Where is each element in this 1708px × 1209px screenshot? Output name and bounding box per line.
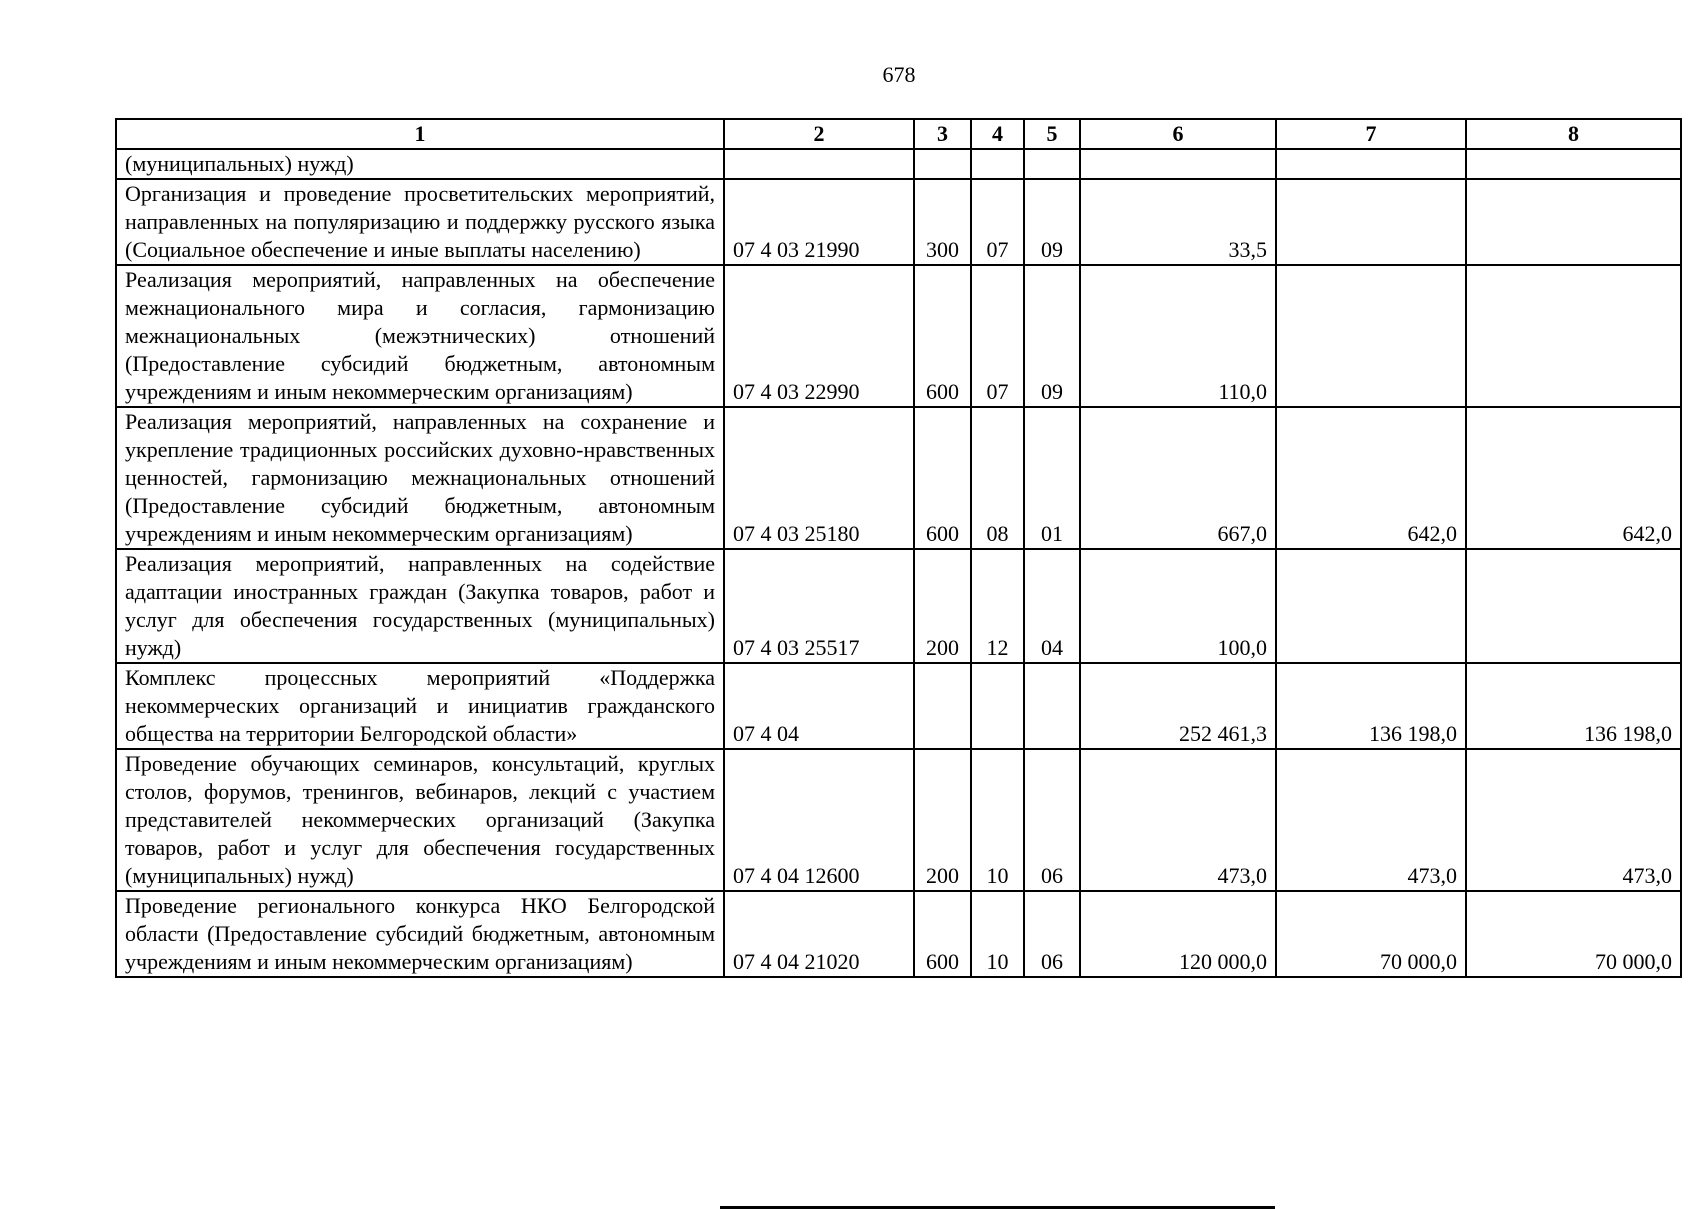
row-col8: 473,0 [1466, 749, 1681, 891]
row-col6 [1080, 149, 1276, 179]
row-col6: 33,5 [1080, 179, 1276, 265]
row-col4: 10 [971, 891, 1024, 977]
column-header-3: 3 [914, 119, 971, 149]
row-col3: 200 [914, 749, 971, 891]
column-header-2: 2 [724, 119, 914, 149]
row-col6: 100,0 [1080, 549, 1276, 663]
table-row [116, 663, 1681, 749]
row-col3: 200 [914, 549, 971, 663]
row-col5: 06 [1024, 891, 1080, 977]
row-col7 [1276, 549, 1466, 663]
column-header-5: 5 [1024, 119, 1080, 149]
row-col7 [1276, 179, 1466, 265]
table-header [116, 119, 1681, 149]
row-col3 [914, 149, 971, 179]
row-code [724, 149, 914, 179]
row-col7: 642,0 [1276, 407, 1466, 549]
row-description: Реализация мероприятий, направленных на обеспечение межнационального мира и согласия, гармонизацию межнациональных (межэтнических) отношений (Предоставление субсидий бюджетным, автономным учреждениям и иным некоммерческим организациям) [116, 265, 724, 407]
row-col6: 120 000,0 [1080, 891, 1276, 977]
row-description: Проведение обучающих семинаров, консультаций, круглых столов, форумов, тренингов, вебинаров, лекций с участием представителей некоммерческих организаций (Закупка товаров, работ и услуг для обеспечения государственных (муниципальных) нужд) [116, 749, 724, 891]
row-col4: 12 [971, 549, 1024, 663]
row-col6: 667,0 [1080, 407, 1276, 549]
row-col6: 252 461,3 [1080, 663, 1276, 749]
row-col7: 136 198,0 [1276, 663, 1466, 749]
row-col7: 473,0 [1276, 749, 1466, 891]
column-header-7: 7 [1276, 119, 1466, 149]
row-col5: 06 [1024, 749, 1080, 891]
table-row [116, 891, 1681, 977]
row-col8: 136 198,0 [1466, 663, 1681, 749]
row-col4: 07 [971, 265, 1024, 407]
column-header-4: 4 [971, 119, 1024, 149]
row-col8 [1466, 149, 1681, 179]
row-col5 [1024, 663, 1080, 749]
row-col5 [1024, 149, 1080, 179]
row-code: 07 4 03 22990 [724, 265, 914, 407]
column-header-6: 6 [1080, 119, 1276, 149]
table-row [116, 549, 1681, 663]
row-col8 [1466, 179, 1681, 265]
row-code: 07 4 04 [724, 663, 914, 749]
row-code: 07 4 03 21990 [724, 179, 914, 265]
row-col4: 08 [971, 407, 1024, 549]
row-col8: 642,0 [1466, 407, 1681, 549]
column-header-1: 1 [116, 119, 724, 149]
row-col4 [971, 149, 1024, 179]
row-col5: 04 [1024, 549, 1080, 663]
row-description: Проведение регионального конкурса НКО Белгородской области (Предоставление субсидий бюджетным, автономным учреждениям и иным некоммерческим организациям) [116, 891, 724, 977]
row-col6: 110,0 [1080, 265, 1276, 407]
row-description: Реализация мероприятий, направленных на сохранение и укрепление традиционных российских духовно-нравственных ценностей, гармонизацию межнациональных отношений (Предоставление субсидий бюджетным, автономным учреждениям и иным некоммерческим организациям) [116, 407, 724, 549]
budget-table [115, 118, 1682, 978]
table-row [116, 407, 1681, 549]
row-description: Комплекс процессных мероприятий «Поддержка некоммерческих организаций и инициатив гражданского общества на территории Белгородской области» [116, 663, 724, 749]
table-row [116, 179, 1681, 265]
row-col7 [1276, 265, 1466, 407]
row-col3: 300 [914, 179, 971, 265]
row-col7: 70 000,0 [1276, 891, 1466, 977]
table-row [116, 149, 1681, 179]
row-col5: 09 [1024, 179, 1080, 265]
header-row [116, 119, 1681, 149]
row-col4 [971, 663, 1024, 749]
table-row [116, 265, 1681, 407]
column-header-8: 8 [1466, 119, 1681, 149]
row-col8: 70 000,0 [1466, 891, 1681, 977]
row-col3: 600 [914, 891, 971, 977]
row-col7 [1276, 149, 1466, 179]
row-col3: 600 [914, 407, 971, 549]
row-col5: 09 [1024, 265, 1080, 407]
row-description: Реализация мероприятий, направленных на содействие адаптации иностранных граждан (Закупка товаров, работ и услуг для обеспечения государственных (муниципальных) нужд) [116, 549, 724, 663]
table-row [116, 749, 1681, 891]
row-col8 [1466, 265, 1681, 407]
row-col3 [914, 663, 971, 749]
row-col4: 10 [971, 749, 1024, 891]
row-col3: 600 [914, 265, 971, 407]
page-number: 678 [882, 62, 916, 87]
row-col4: 07 [971, 179, 1024, 265]
row-col8 [1466, 549, 1681, 663]
row-code: 07 4 04 12600 [724, 749, 914, 891]
row-code: 07 4 03 25180 [724, 407, 914, 549]
row-description: Организация и проведение просветительских мероприятий, направленных на популяризацию и поддержку русского языка (Социальное обеспечение и иные выплаты населению) [116, 179, 724, 265]
row-col5: 01 [1024, 407, 1080, 549]
row-code: 07 4 03 25517 [724, 549, 914, 663]
table-body [116, 149, 1681, 977]
row-col6: 473,0 [1080, 749, 1276, 891]
row-description: (муниципальных) нужд) [116, 149, 724, 179]
row-code: 07 4 04 21020 [724, 891, 914, 977]
